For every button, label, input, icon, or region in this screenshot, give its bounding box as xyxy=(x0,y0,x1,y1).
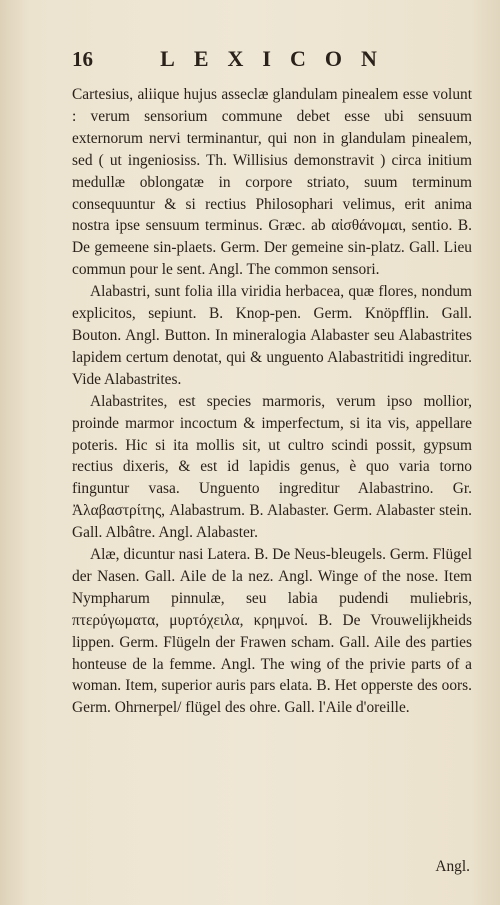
page-header xyxy=(72,46,472,76)
entry-sensorium-continued: Cartesius, aliique hujus asseclæ glandulam pinealem esse volunt : verum sensorium commune debet esse ubi sensuum externorum nervi terminantur, qui non in glandulam pinealem, sed ( ut ingeniosiss. Th. Willisius demonstravit ) circa initium medullæ oblongatæ in corpore striato, suum terminum consequuntur & si rectius Philosophari velimus, erit anima nostra ipse sensuum terminus. Græc. ab αἰσθάνομαι, sentio. B. De gemeene sin-plaets. Germ. Der gemeine sin-platz. Gall. Lieu commun pour le sent. Angl. The common sensori. xyxy=(72,86,472,279)
entry-alabastri: Alabastri, sunt folia illa viridia herbacea, quæ flores, nondum explicitos, sepiunt. B. Knop-pen. Germ. Knöpfflin. Gall. Bouton. Angl. Button. In mineralogia Alabaster seu Alabastrites lapidem certum denotat, qui & unguento Alabastritidi ingreditur. Vide Alabastrites. xyxy=(72,283,472,388)
page-number: 16 xyxy=(72,47,93,71)
entry-alabastrites: Alabastrites, est species marmoris, verum ipso mollior, proinde marmor incoctum & imperfectum, si ita vis, appellare poteris. Hic si ita mollis sit, ut cultro scindi possit, gypsum rectius dixeris, & est id lapidis genus, è quo varia torno finguntur vasa. Unguento ingreditur Alabastrino. Gr. Ἀλαβαστρίτης, Alabastrum. B. Alabaster. Germ. Alabaster stein. Gall. Albâtre. Angl. Alabaster. xyxy=(72,392,472,542)
entry-alae: Alæ, dicuntur nasi Latera. B. De Neus-bleugels. Germ. Flügel der Nasen. Gall. Aile de la nez. Angl. Winge of the nose. Item Nympharum pinnulæ, seu labia pudendi muliebris, πτερύγωματα, μυρτόχειλα, κρημνοί. B. De Vrouwelijkheids lippen. Germ. Flügeln der Frawen scham. Gall. Aile des parties honteuse de la femme. Angl. The wing of the privie parts of a woman. Item, superior auris pars elata. B. Het opperste des oors. Germ. Ohrnerpel/ flügel des ohre. Gall. l'Aile d'oreille. xyxy=(72,546,472,717)
lexicon-body xyxy=(72,84,472,719)
catchword: Angl. xyxy=(435,858,470,875)
running-head: LEXICON xyxy=(160,46,396,71)
